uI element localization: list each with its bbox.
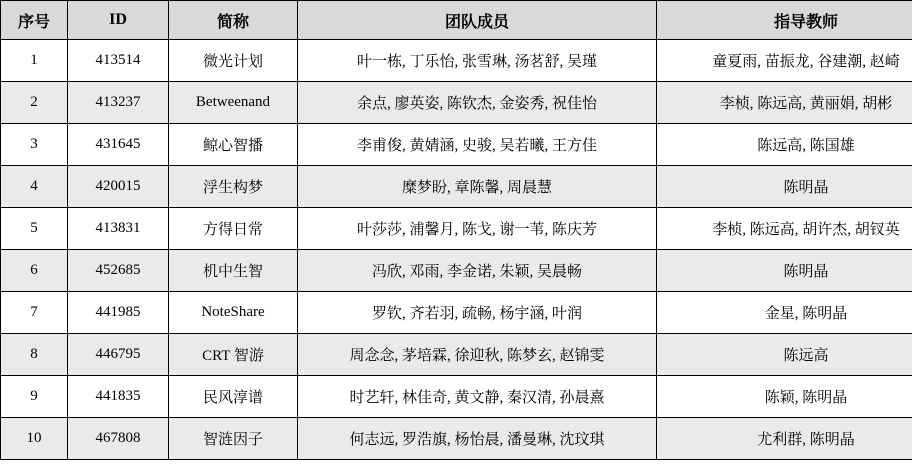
table-row xyxy=(1,418,912,460)
table-row xyxy=(1,334,912,376)
column-header-abbr: 简称 xyxy=(169,1,298,40)
column-header-teachers: 指导教师 xyxy=(657,1,912,40)
cell-abbr: CRT 智游 xyxy=(169,334,298,376)
cell-members: 余点, 廖英姿, 陈钦杰, 金姿秀, 祝佳怡 xyxy=(298,82,657,124)
cell-members: 冯欣, 邓雨, 李金诺, 朱颖, 吴晨畅 xyxy=(298,250,657,292)
cell-members: 糜梦盼, 章陈馨, 周晨慧 xyxy=(298,166,657,208)
table-row xyxy=(1,292,912,334)
cell-members: 时艺轩, 林佳奇, 黄文静, 秦汉清, 孙晨熹 xyxy=(298,376,657,418)
cell-members: 罗钦, 齐若羽, 疏畅, 杨宇涵, 叶润 xyxy=(298,292,657,334)
cell-teachers: 童夏雨, 苗振龙, 谷建潮, 赵崎 xyxy=(657,40,912,82)
cell-id: 413514 xyxy=(68,40,169,82)
cell-index: 4 xyxy=(1,166,68,208)
cell-id: 441835 xyxy=(68,376,169,418)
cell-teachers: 陈颖, 陈明晶 xyxy=(657,376,912,418)
cell-index: 7 xyxy=(1,292,68,334)
table-body xyxy=(1,40,912,460)
cell-index: 6 xyxy=(1,250,68,292)
cell-index: 9 xyxy=(1,376,68,418)
cell-index: 3 xyxy=(1,124,68,166)
cell-id: 413831 xyxy=(68,208,169,250)
table-row xyxy=(1,208,912,250)
table-row xyxy=(1,166,912,208)
cell-abbr: 浮生构梦 xyxy=(169,166,298,208)
cell-members: 何志远, 罗浩旗, 杨怡晨, 潘曼琳, 沈玟琪 xyxy=(298,418,657,460)
cell-teachers: 陈远高 xyxy=(657,334,912,376)
cell-id: 431645 xyxy=(68,124,169,166)
table-row xyxy=(1,82,912,124)
cell-abbr: 鲸心智播 xyxy=(169,124,298,166)
table-header-row xyxy=(1,1,912,40)
cell-teachers: 陈明晶 xyxy=(657,250,912,292)
table-row xyxy=(1,40,912,82)
cell-id: 420015 xyxy=(68,166,169,208)
table-row xyxy=(1,124,912,166)
cell-members: 周念念, 茅培霖, 徐迎秋, 陈梦玄, 赵锦雯 xyxy=(298,334,657,376)
cell-abbr: NoteShare xyxy=(169,292,298,334)
cell-id: 452685 xyxy=(68,250,169,292)
cell-id: 467808 xyxy=(68,418,169,460)
cell-id: 413237 xyxy=(68,82,169,124)
cell-members: 叶莎莎, 浦馨月, 陈戈, 谢一苇, 陈庆芳 xyxy=(298,208,657,250)
cell-index: 5 xyxy=(1,208,68,250)
column-header-id: ID xyxy=(68,1,169,40)
cell-teachers: 金星, 陈明晶 xyxy=(657,292,912,334)
cell-abbr: 机中生智 xyxy=(169,250,298,292)
cell-index: 8 xyxy=(1,334,68,376)
cell-teachers: 李桢, 陈远高, 黄丽娟, 胡彬 xyxy=(657,82,912,124)
cell-index: 10 xyxy=(1,418,68,460)
cell-teachers: 尤利群, 陈明晶 xyxy=(657,418,912,460)
cell-id: 446795 xyxy=(68,334,169,376)
cell-members: 李甫俊, 黄婧涵, 史骏, 吴若曦, 王方佳 xyxy=(298,124,657,166)
cell-index: 2 xyxy=(1,82,68,124)
cell-abbr: Betweenand xyxy=(169,82,298,124)
cell-members: 叶一栋, 丁乐怡, 张雪琳, 汤茗舒, 吴瑾 xyxy=(298,40,657,82)
column-header-index: 序号 xyxy=(1,1,68,40)
cell-abbr: 方得日常 xyxy=(169,208,298,250)
cell-id: 441985 xyxy=(68,292,169,334)
cell-index: 1 xyxy=(1,40,68,82)
cell-abbr: 智涟因子 xyxy=(169,418,298,460)
cell-teachers: 陈远高, 陈国雄 xyxy=(657,124,912,166)
cell-abbr: 微光计划 xyxy=(169,40,298,82)
table-row xyxy=(1,250,912,292)
table-row xyxy=(1,376,912,418)
column-header-members: 团队成员 xyxy=(298,1,657,40)
cell-teachers: 陈明晶 xyxy=(657,166,912,208)
cell-abbr: 民风淳谱 xyxy=(169,376,298,418)
table-header xyxy=(1,1,912,40)
cell-teachers: 李桢, 陈远高, 胡许杰, 胡钗英 xyxy=(657,208,912,250)
